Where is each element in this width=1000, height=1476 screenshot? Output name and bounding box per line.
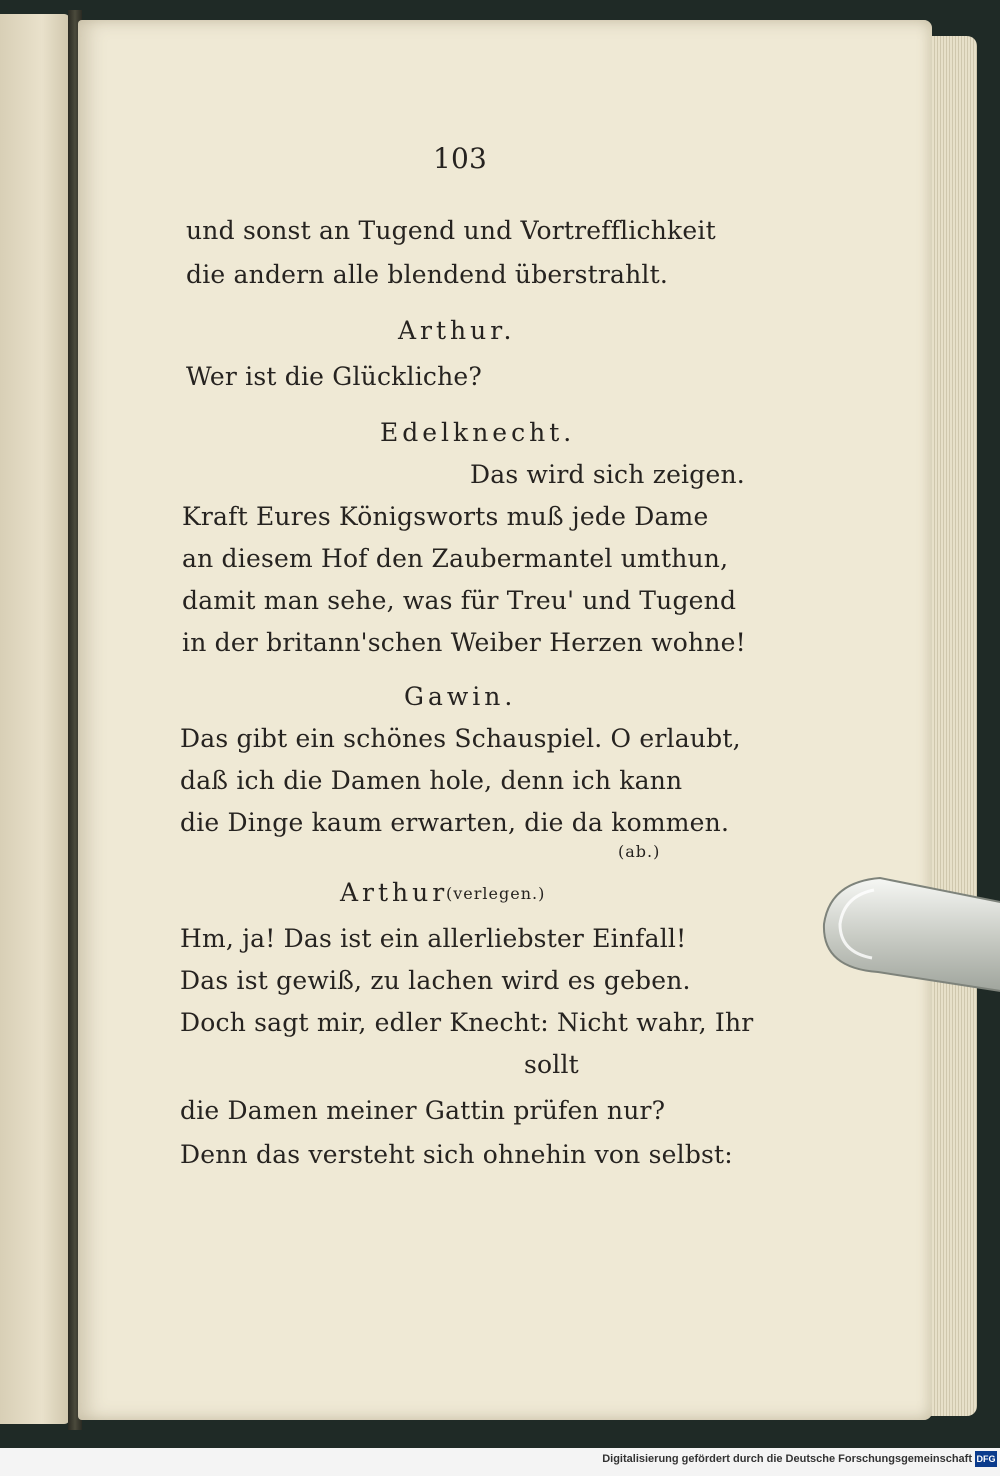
text-line: die Dinge kaum erwarten, die da kommen.: [180, 808, 730, 837]
speaker-name: Gawin.: [404, 682, 517, 711]
stage-direction: (ab.): [618, 842, 661, 861]
text-line: daß ich die Damen hole, denn ich kann: [180, 766, 683, 795]
speaker-name: Arthur: [340, 878, 449, 907]
text-line: Hm, ja! Das ist ein allerliebster Einfall!: [180, 924, 687, 953]
text-line: Kraft Eures Königsworts muß jede Dame: [182, 502, 709, 531]
page-number: 103: [433, 142, 488, 175]
text-line: Das gibt ein schönes Schauspiel. O erlaubt,: [180, 724, 741, 753]
stage-direction: (verlegen.): [446, 884, 546, 903]
text-line: die andern alle blendend überstrahlt.: [186, 260, 668, 289]
text-line: damit man sehe, was für Treu' und Tugend: [182, 586, 737, 615]
left-page-edge: [0, 14, 70, 1424]
text-line: in der britann'schen Weiber Herzen wohne!: [182, 628, 746, 657]
speaker-name: Arthur.: [398, 316, 516, 345]
text-line: Doch sagt mir, edler Knecht: Nicht wahr, Ihr: [180, 1008, 754, 1037]
footer-credit: Digitalisierung gefördert durch die Deutsche Forschungsgemeinschaft: [602, 1453, 972, 1465]
text-line: Das wird sich zeigen.: [470, 460, 745, 489]
text-line: an diesem Hof den Zaubermantel umthun,: [182, 544, 729, 573]
page-clip: [820, 876, 1000, 994]
page-text: [78, 20, 932, 1420]
text-line: die Damen meiner Gattin prüfen nur?: [180, 1096, 666, 1125]
text-line: Das ist gewiß, zu lachen wird es geben.: [180, 966, 691, 995]
text-line: Denn das versteht sich ohnehin von selbst:: [180, 1140, 733, 1169]
text-line: und sonst an Tugend und Vortrefflichkeit: [186, 216, 716, 245]
text-line: Wer ist die Glückliche?: [186, 362, 483, 391]
speaker-name: Edelknecht.: [380, 418, 576, 447]
dfg-logo: DFG: [975, 1451, 997, 1467]
book-page: [78, 20, 932, 1420]
text-line: sollt: [524, 1050, 579, 1079]
